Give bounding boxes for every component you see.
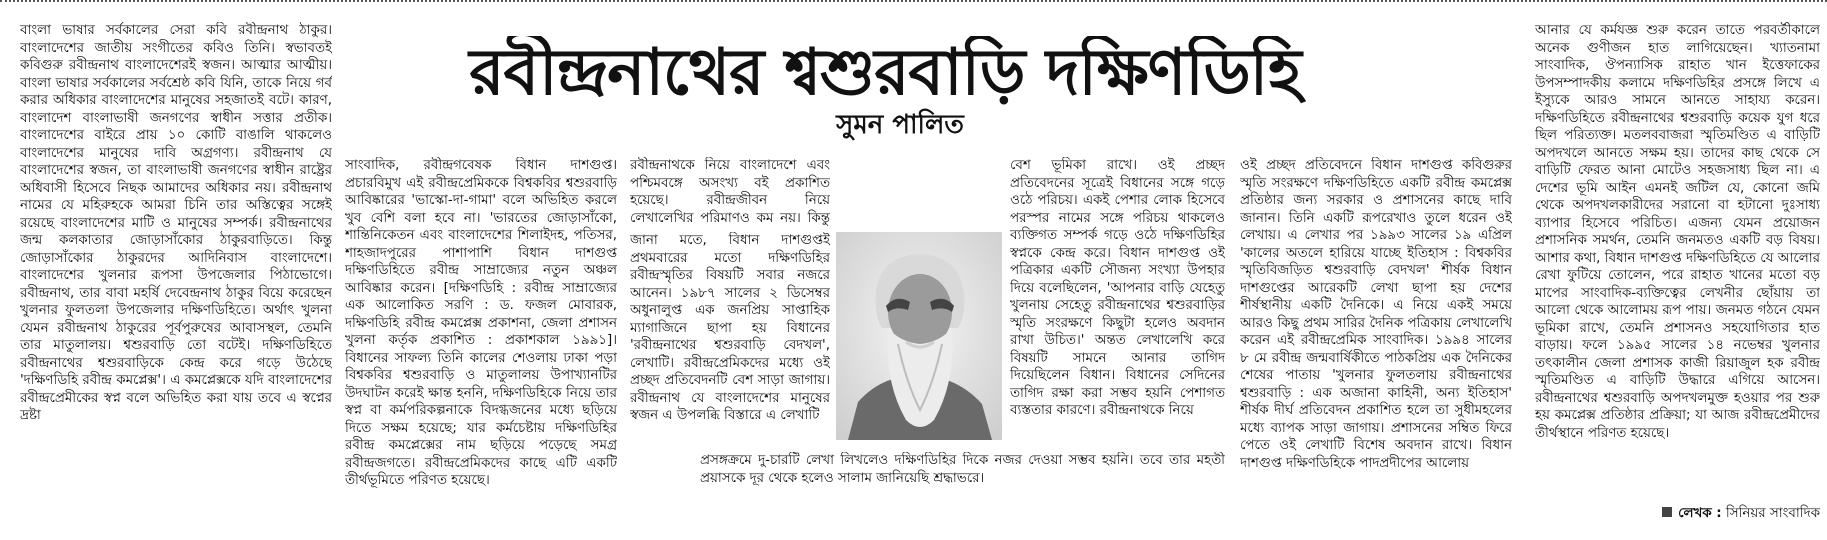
author-byline: সুমন পালিত [836, 110, 964, 140]
article-headline: রবীন্দ্রনাথের শ্বশুরবাড়ি দক্ষিণডিহি [469, 36, 1301, 110]
column-3-top-text: রবীন্দ্রনাথকে নিয়ে বাংলাদেশে এবং পশ্চিমবঙ্গে অসংখ্য বই প্রকাশিত হয়েছে। রবীন্দ্রজীবন নিয়ে লেখালেখির পরিমাণও কম নয়। কিন্তু [630, 158, 830, 226]
column-3-top [630, 157, 830, 227]
rabindranath-portrait-photo [836, 232, 1002, 440]
author-note-text: সিনিয়র সাংবাদিক [1725, 506, 1820, 521]
portrait-illustration [836, 232, 1002, 440]
column-4-bottom [700, 452, 1225, 532]
column-4-bottom-text: প্রসঙ্গক্রমে দু-চারটি লেখা লিখলেও দক্ষিণডিহির দিকে নজর দেওয়া সম্ভব হয়নি। তবে তার মহতী প্রয়াসকে দূর থেকে হলেও সালাম জানিয়েছি শ্রদ্ধাভরে। [700, 453, 1225, 486]
top-dotted-rule [0, 0, 1827, 6]
column-4-top [1010, 157, 1225, 472]
column-6 [1535, 22, 1820, 500]
column-3-text: জানা মতে, বিধান দাশগুপ্তই প্রথমবারের মতো দক্ষিণডিহির রবীন্দ্রস্মৃতির বিষয়টি সবার নজরে আনেন। ১৯৮৭ সালের ২ ডিসেম্বর অধুনালুপ্ত এক জনপ্রিয় সাপ্তাহিক ম্যাগাজিনে ছাপা হয় বিধানের 'রবীন্দ্রনাথের শ্বশুরবাড়ি বেদখল', লেখাটি। রবীন্দ্রপ্রেমিকদের মধ্যে ওই প্রচ্ছদ প্রতিবেদনটি বেশ সাড়া জাগায়। রবীন্দ্রনাথ যে বাংলাদেশের মানুষের স্বজন এ উপলব্ধি বিস্তারে এ লেখাটি [630, 233, 830, 423]
column-5-text: ওই প্রচ্ছদ প্রতিবেদনে বিধান দাশগুপ্ত কবিগুরুর স্মৃতি সংরক্ষণে দক্ষিণডিহিতে একটি রবীন্দ্র কমপ্লেক্স প্রতিষ্ঠার জন্য সরকার ও প্রশাসনের কাছে দাবি জানান। তিনি একটি রূপরেখাও তুলে ধরেন ওই লেখায়। এ লেখার পর ১৯৯৩ সালের ১৯ এপ্রিল 'কালের অতলে হারিয়ে যাচ্ছে ইতিহাস : বিশ্বকবির স্মৃতিবিজড়িত শ্বশুরবাড়ি বেদখল' শীর্ষক বিধান দাশগুপ্তের আরেকটি লেখা ছাপা হয় দেশের শীর্ষস্থানীয় একটি দৈনিকে। এ নিয়ে একই সময়ে আরও কিছু প্রথম সারির দৈনিক পত্রিকায় লেখালেখি করেন এই রবীন্দ্রপ্রেমিক সাংবাদিক। ১৯৯৪ সালের ৮ মে রবীন্দ্র জন্মবার্ষিকীতে পাঠকপ্রিয় এক দৈনিকের শেষের পাতায় 'খুলনার ফুলতলায় রবীন্দ্রনাথের শ্বশুরবাড়ি : এক অজানা কাহিনী, অন্য ইতিহাস' শীর্ষক দীর্ঘ প্রতিবেদন প্রকাশিত হলে তা সুধীমহলের মধ্যে ব্যাপক সাড়া জাগায়। প্রশাসনের সম্বিত ফিরে পেতে ওই লেখাটি বিশেষ অবদান রাখে। বিধান দাশগুপ্ত দক্ষিণডিহিকে পাদপ্রদীপের আলোয় [1240, 158, 1512, 471]
column-1-text: বাংলা ভাষার সর্বকালের সেরা কবি রবীন্দ্রনাথ ঠাকুর। বাংলাদেশের জাতীয় সংগীতের কবিও তিনি। স্বভাবতই কবিগুরু রবীন্দ্রনাথ বাংলাদেশেরই স্বজন। আত্মার আত্মীয়। বাংলা ভাষার সর্বকালের সর্বশ্রেষ্ঠ কবি যিনি, তাকে নিয়ে গর্ব করার অধিকার বাংলাদেশের মানুষের সহজাতই বটে। কারণ, বাংলাদেশ বাংলাভাষী জনগণের স্বাধীন সত্তার প্রতীক। বাংলাদেশের বাইরে প্রায় ১০ কোটি বাঙালি থাকলেও বাংলাদেশের মানুষের দাবি অগ্রগণ্য। রবীন্দ্রনাথ যে বাংলাদেশের স্বজন, তা বাংলাভাষী জনগণের স্বাধীন রাষ্ট্রের অধিবাসী হিসেবে নিছক আমাদের অধিকার নয়। রবীন্দ্রনাথ নামের যে মহিরুহকে আমরা চিনি তার অস্তিত্বের সঙ্গেই রয়েছে বাংলাদেশের মাটি ও মানুষের সম্পর্ক। রবীন্দ্রনাথের জন্ম কলকাতার জোড়াসাঁকোর ঠাকুরবাড়িতে। কিন্তু জোড়াসাঁকোর ঠাকুরদের আদিনিবাস বাংলাদেশে। বাংলাদেশের খুলনার রূপসা উপজেলার পিঠাভোগে। রবীন্দ্রনাথ, তার বাবা মহর্ষি দেবেন্দ্রনাথ ঠাকুর বিয়ে করেছেন খুলনার ফুলতলা উপজেলার দক্ষিণডিহিতে। অর্থাৎ খুলনা যেমন রবীন্দ্রনাথ ঠাকুরের পূর্বপুরুষের আবাসস্থল, তেমনি তার মাতুলালয়। শ্বশুরবাড়ি তো বটেই। দক্ষিণডিহিতে রবীন্দ্রনাথের শ্বশুরবাড়িকে কেন্দ্র করে গড়ে উঠেছে 'দক্ষিণডিহি রবীন্দ্র কমপ্লেক্স'। এ কমপ্লেক্সকে যদি বাংলাদেশের রবীন্দ্রপ্রেমীকের স্বপ্ন বলে অভিহিত করা যায় তবে এ স্বপ্নের দ্রষ্টা [20, 23, 332, 423]
column-6-text: আনার যে কর্মযজ্ঞ শুরু করেন তাতে পরবর্তীকালে অনেক গুণীজন হাত লাগিয়েছেন। খ্যাতনামা সাংবাদিক, ঔপন্যাসিক রাহাত খান ইত্তেফাকের উপসম্পাদকীয় কলামে দক্ষিণডিহির প্রসঙ্গে লিখে এ ইস্যুকে আরও সামনে আনতে সাহায্য করেন। দক্ষিণডিহিতে রবীন্দ্রনাথের শ্বশুরবাড়ি কয়েক যুগ ধরে ছিল পরিত্যক্ত। মতলববাজরা স্মৃতিমণ্ডিত এ বাড়িটি অপদখলে আনতে সক্ষম হয়। তাদের কাছ থেকে সে বাড়িটি ফেরত আনা মোটেও সহজসাধ্য ছিল না। এ দেশের ভূমি আইন এমনই জটিল যে, কোনো জমি থেকে অপদখলকারীদের সরানো বা হটানো দুঃসাধ্য ব্যাপার হিসেবে পরিচিত। এজন্য যেমন প্রয়োজন প্রশাসনিক সমর্থন, তেমনি জনমতও একটি বড় বিষয়। আশার কথা, বিধান দাশগুপ্ত দক্ষিণডিহিতে যে আলোর রেখা ফুটিয়ে তোলেন, পরে রাহাত খানের মতো বড় মাপের সাংবাদিক-ব্যক্তিত্বের লেখনীর ছোঁয়ায় তা আলো থেকে আলোময় রূপ পায়। জনমত গঠনে যেমন ভূমিকা রাখে, তেমনি প্রশাসনও সহযোগিতার হাত বাড়ায়। ফলে ১৯৯৫ সালের ১৪ নভেম্বর খুলনার তৎকালীন জেলা প্রশাসক কাজী রিয়াজুল হক রবীন্দ্র স্মৃতিমণ্ডিত এ বাড়িটি উদ্ধারে এগিয়ে আসেন। রবীন্দ্রনাথের শ্বশুরবাড়ি অপদখলমুক্ত হওয়ার পর শুরু হয় কমপ্লেক্স প্রতিষ্ঠার প্রক্রিয়া; যা আজ রবীন্দ্রপ্রেমীদের তীর্থস্থানে পরিণত হয়েছে। [1535, 23, 1820, 441]
column-2-text: সাংবাদিক, রবীন্দ্রগবেষক বিধান দাশগুপ্ত। প্রচারবিমুখ এই রবীন্দ্রপ্রেমিককে বিশ্বকবির শ্বশুরবাড়ি আবিষ্কারের 'ভাস্কো-দা-গামা' বলে অভিহিত করলে খুব বেশি বলা হবে না। 'ভারতের জোড়াসাঁকো, শান্তিনিকেতন এবং বাংলাদেশের শিলাইদহ, পতিসর, শাহজাদপুরের পাশাপাশি বিধান দাশগুপ্ত দক্ষিণডিহিতে রবীন্দ্র সাম্রাজ্যের নতুন অঞ্চল আবিষ্কার করেন। [দক্ষিণডিহি : রবীন্দ্র সাম্রাজ্যের এক আলোকিত সরণি : ড. ফজল মোবারক, দক্ষিণডিহি রবীন্দ্র কমপ্লেক্স প্রকাশনা, জেলা প্রশাসন খুলনা কর্তৃক প্রকাশিত : প্রকাশকাল ১৯৯১]। বিধানের সাফল্য তিনি কালের শেওলায় ঢাকা পড়া বিশ্বকবির শ্বশুরবাড়ি ও মাতুলালয় উপাখ্যানটির উদঘাটন করেই ক্ষান্ত হননি, দক্ষিণডিহিকে নিয়ে তার স্বপ্ন বা কর্মপরিকল্পনাকে বিদগ্ধজনের মধ্যে ছড়িয়ে দিতে সক্ষম হয়েছে; যার কর্মচেষ্টায় দক্ষিণডিহির রবীন্দ্র কমপ্লেক্সের নাম ছড়িয়ে পড়েছে সমগ্র রবীন্দ্রজগতে। রবীন্দ্রপ্রেমিকদের কাছে এটি একটি তীর্থভূমিতে পরিণত হয়েছে। [345, 158, 617, 488]
author-note-label: লেখক : [1678, 506, 1722, 521]
author-note [1640, 504, 1820, 524]
square-bullet-icon [1662, 507, 1672, 517]
column-1 [20, 22, 332, 532]
column-5 [1240, 157, 1512, 532]
column-4-top-text: বেশ ভূমিকা রাখে। ওই প্রচ্ছদ প্রতিবেদনের সূত্রেই বিধানের সঙ্গে গড়ে ওঠে পরিচয়। একই পেশার লোক হিসেবে পরস্পর নামের সঙ্গে পরিচয় থাকলেও ব্যক্তিগত সম্পর্ক গড়ে ওঠে দক্ষিণডিহির স্বপ্নকে কেন্দ্র করে। বিধান দাশগুপ্ত ওই পত্রিকার একটি সৌজন্য সংখ্যা উপহার দিয়ে বলেছিলেন, 'আপনার বাড়ি যেহেতু খুলনায় সেহেতু রবীন্দ্রনাথের শ্বশুরবাড়ির স্মৃতি সংরক্ষণে কিছুটা হলেও অবদান রাখা উচিত।' অন্তত লেখালেখি করে বিষয়টি সামনে আনার তাগিদ দিয়েছিলেন বিধান। বিধানের সেদিনের তাগিদ রক্ষা করা সম্ভব হয়নি পেশাগত ব্যস্ততার কারণে। রবীন্দ্রনাথকে নিয়ে [1010, 158, 1225, 418]
column-2 [345, 157, 617, 532]
